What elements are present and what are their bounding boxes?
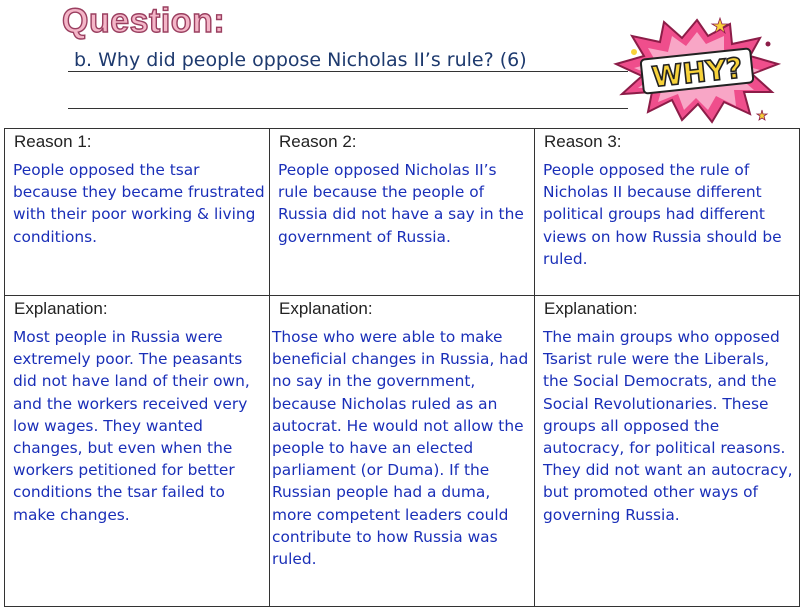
worksheet-title: Question: <box>62 2 226 40</box>
explanation-heading: Explanation: <box>14 299 108 318</box>
explanations-row <box>5 296 800 607</box>
reason-answer: People opposed the rule of Nicholas II because different political groups had different views on how Russia should be ruled. <box>543 161 782 268</box>
why-badge-text: WHY? <box>650 51 745 94</box>
reason-answer: People opposed the tsar because they became frustrated with their poor working & living conditions. <box>13 161 265 246</box>
reason-heading: Reason 3: <box>544 132 622 151</box>
answer-line-bottom <box>68 108 628 109</box>
explanation-heading: Explanation: <box>544 299 638 318</box>
why-comic-badge <box>612 14 782 126</box>
explanation-cell-3 <box>535 296 800 607</box>
reason-answer: People opposed Nicholas II’s rule because the people of Russia did not have a say in the government of Russia. <box>278 161 524 246</box>
reason-heading: Reason 2: <box>279 132 357 151</box>
explanation-cell-2 <box>270 296 535 607</box>
reason-cell-3 <box>535 129 800 296</box>
reasons-row <box>5 129 800 296</box>
reason-cell-2 <box>270 129 535 296</box>
explanation-cell-1 <box>5 296 270 607</box>
burst-icon <box>612 14 782 126</box>
explanation-answer: Most people in Russia were extremely poor. The peasants did not have land of their own, and the workers received very low wages. They wanted changes, but even when the workers petitioned for better conditions the tsar failed to make changes. <box>13 328 250 524</box>
explanation-answer: Those who were able to make beneficial changes in Russia, had no say in the government, because Nicholas ruled as an autocrat. He would not allow the people to have an elected parliament (or Duma). If the Russian people had a duma, more competent leaders could contribute to how Russia was ruled. <box>272 328 529 569</box>
explanation-answer: The main groups who opposed Tsarist rule were the Liberals, the Social Democrats, and the Social Revolutionaries. These groups all opposed the autocracy, for political reasons. They did not want an autocracy, but promoted other ways of governing Russia. <box>543 328 793 524</box>
question-prompt: b. Why did people oppose Nicholas II’s rule? (6) <box>74 49 527 71</box>
answer-line-top <box>68 71 628 72</box>
explanation-heading: Explanation: <box>279 299 373 318</box>
reason-heading: Reason 1: <box>14 132 92 151</box>
reason-cell-1 <box>5 129 270 296</box>
reasons-table <box>4 128 800 607</box>
